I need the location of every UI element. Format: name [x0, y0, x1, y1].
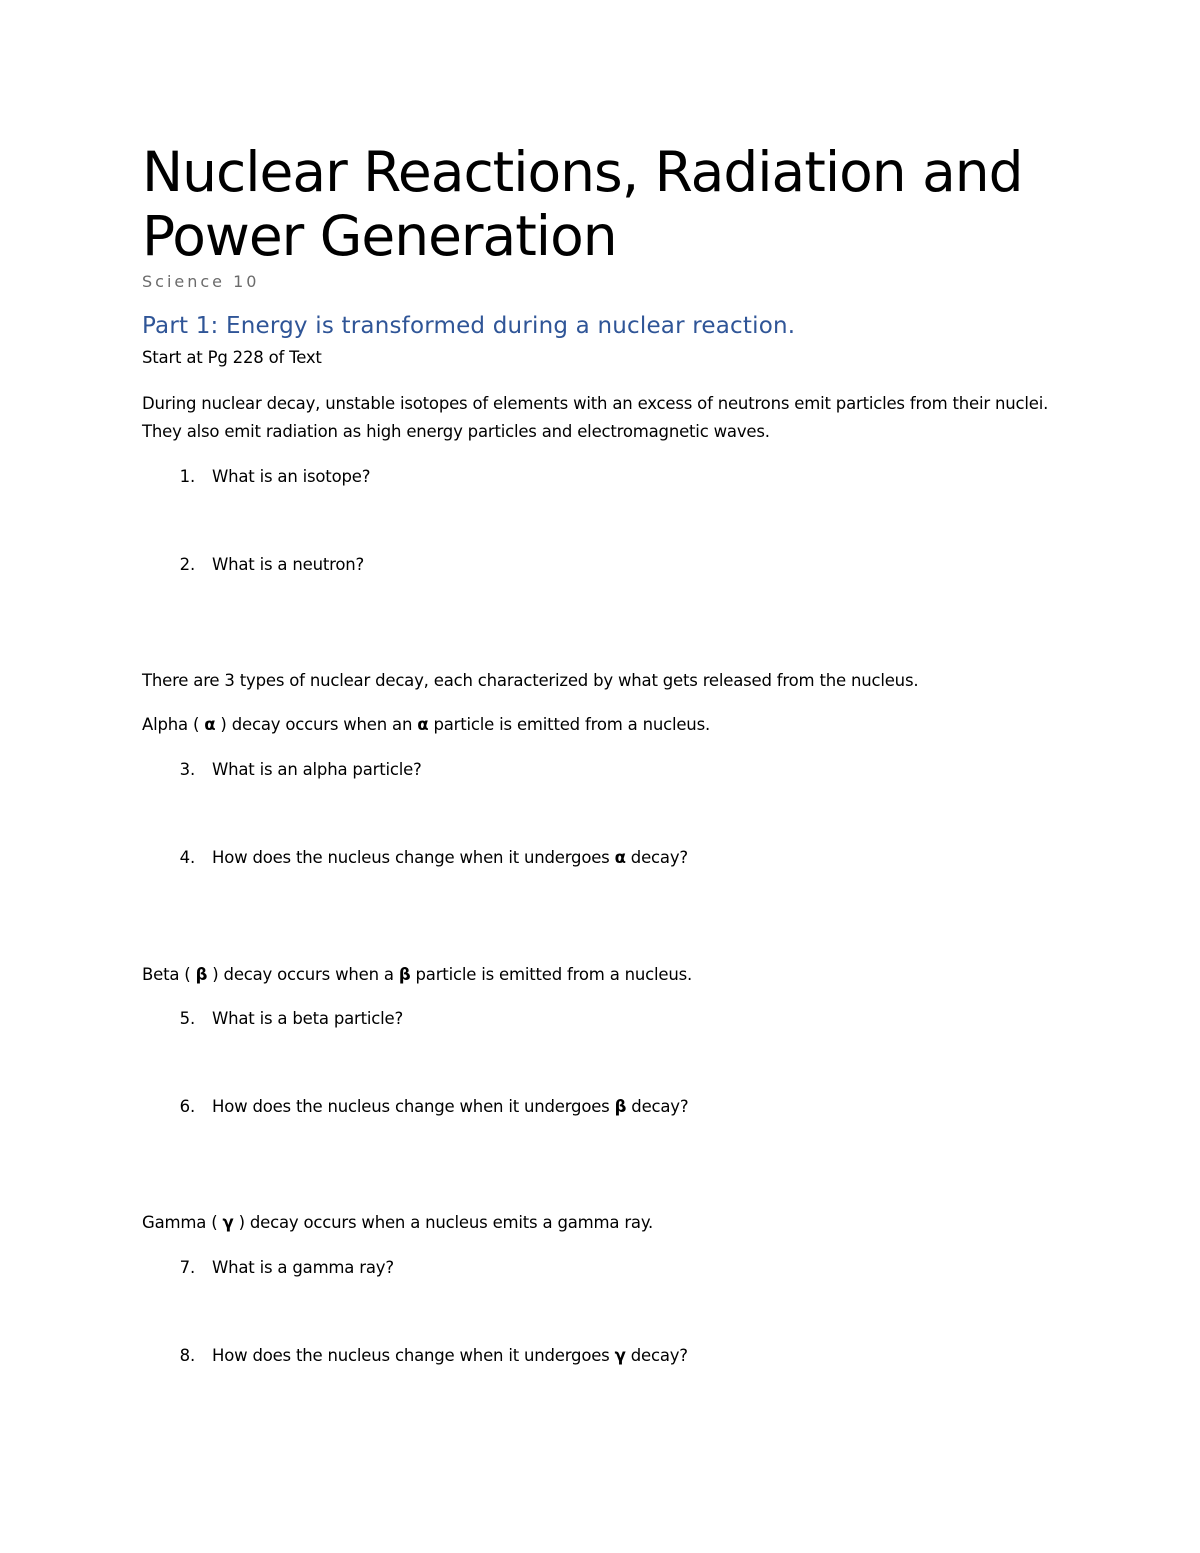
gamma-lead: Gamma ( [142, 1213, 223, 1232]
question-number: 4. [179, 848, 195, 867]
alpha-symbol: α [614, 848, 626, 867]
question-number: 2. [179, 555, 195, 574]
question-number: 8. [179, 1346, 195, 1365]
alpha-decay-statement [142, 711, 710, 739]
question-text-part: How does the nucleus change when it undergoes [212, 848, 615, 867]
question-text: What is a gamma ray? [212, 1258, 394, 1277]
question-text: What is an alpha particle? [212, 760, 422, 779]
question-text-part: How does the nucleus change when it undergoes [212, 1346, 615, 1365]
beta-tail: particle is emitted from a nucleus. [410, 965, 693, 984]
question-text [212, 1342, 688, 1370]
alpha-symbol: α [204, 715, 216, 734]
gamma-tail: ) decay occurs when a nucleus emits a gamma ray. [233, 1213, 654, 1232]
part1-heading: Part 1: Energy is transformed during a nuclear reaction. [142, 313, 796, 339]
question-number: 3. [179, 760, 195, 779]
decay-types-intro: There are 3 types of nuclear decay, each characterized by what gets released from the nucleus. [142, 671, 919, 690]
question-text [212, 844, 688, 872]
alpha-lead: Alpha ( [142, 715, 205, 734]
alpha-mid: ) decay occurs when an [215, 715, 418, 734]
gamma-decay-statement [142, 1209, 653, 1237]
beta-lead: Beta ( [142, 965, 196, 984]
question-number: 1. [179, 467, 195, 486]
question-text: What is a neutron? [212, 555, 365, 574]
beta-mid: ) decay occurs when a [207, 965, 399, 984]
question-text: What is a beta particle? [212, 1009, 404, 1028]
question-text-part: decay? [625, 1346, 688, 1365]
document-title: Nuclear Reactions, Radiation and Power Generation [142, 140, 1023, 268]
question-text [212, 1093, 688, 1121]
question-number: 5. [179, 1009, 195, 1028]
question-number: 6. [179, 1097, 195, 1116]
gamma-symbol: γ [614, 1346, 626, 1365]
question-number: 7. [179, 1258, 195, 1277]
start-note: Start at Pg 228 of Text [142, 348, 322, 367]
question-text-part: decay? [625, 848, 688, 867]
beta-symbol: β [398, 965, 411, 984]
question-text: What is an isotope? [212, 467, 371, 486]
document-subtitle: Science 10 [142, 272, 260, 291]
question-text-part: decay? [626, 1097, 689, 1116]
alpha-symbol: α [417, 715, 429, 734]
beta-symbol: β [195, 965, 208, 984]
alpha-tail: particle is emitted from a nucleus. [428, 715, 711, 734]
intro-paragraph: During nuclear decay, unstable isotopes of elements with an excess of neutrons emit particles from their nuclei. They also emit radiation as high energy particles and electromagnetic waves. [142, 394, 1049, 441]
beta-decay-statement [142, 961, 692, 989]
beta-symbol: β [614, 1097, 627, 1116]
question-text-part: How does the nucleus change when it undergoes [212, 1097, 615, 1116]
gamma-symbol: γ [222, 1213, 234, 1232]
